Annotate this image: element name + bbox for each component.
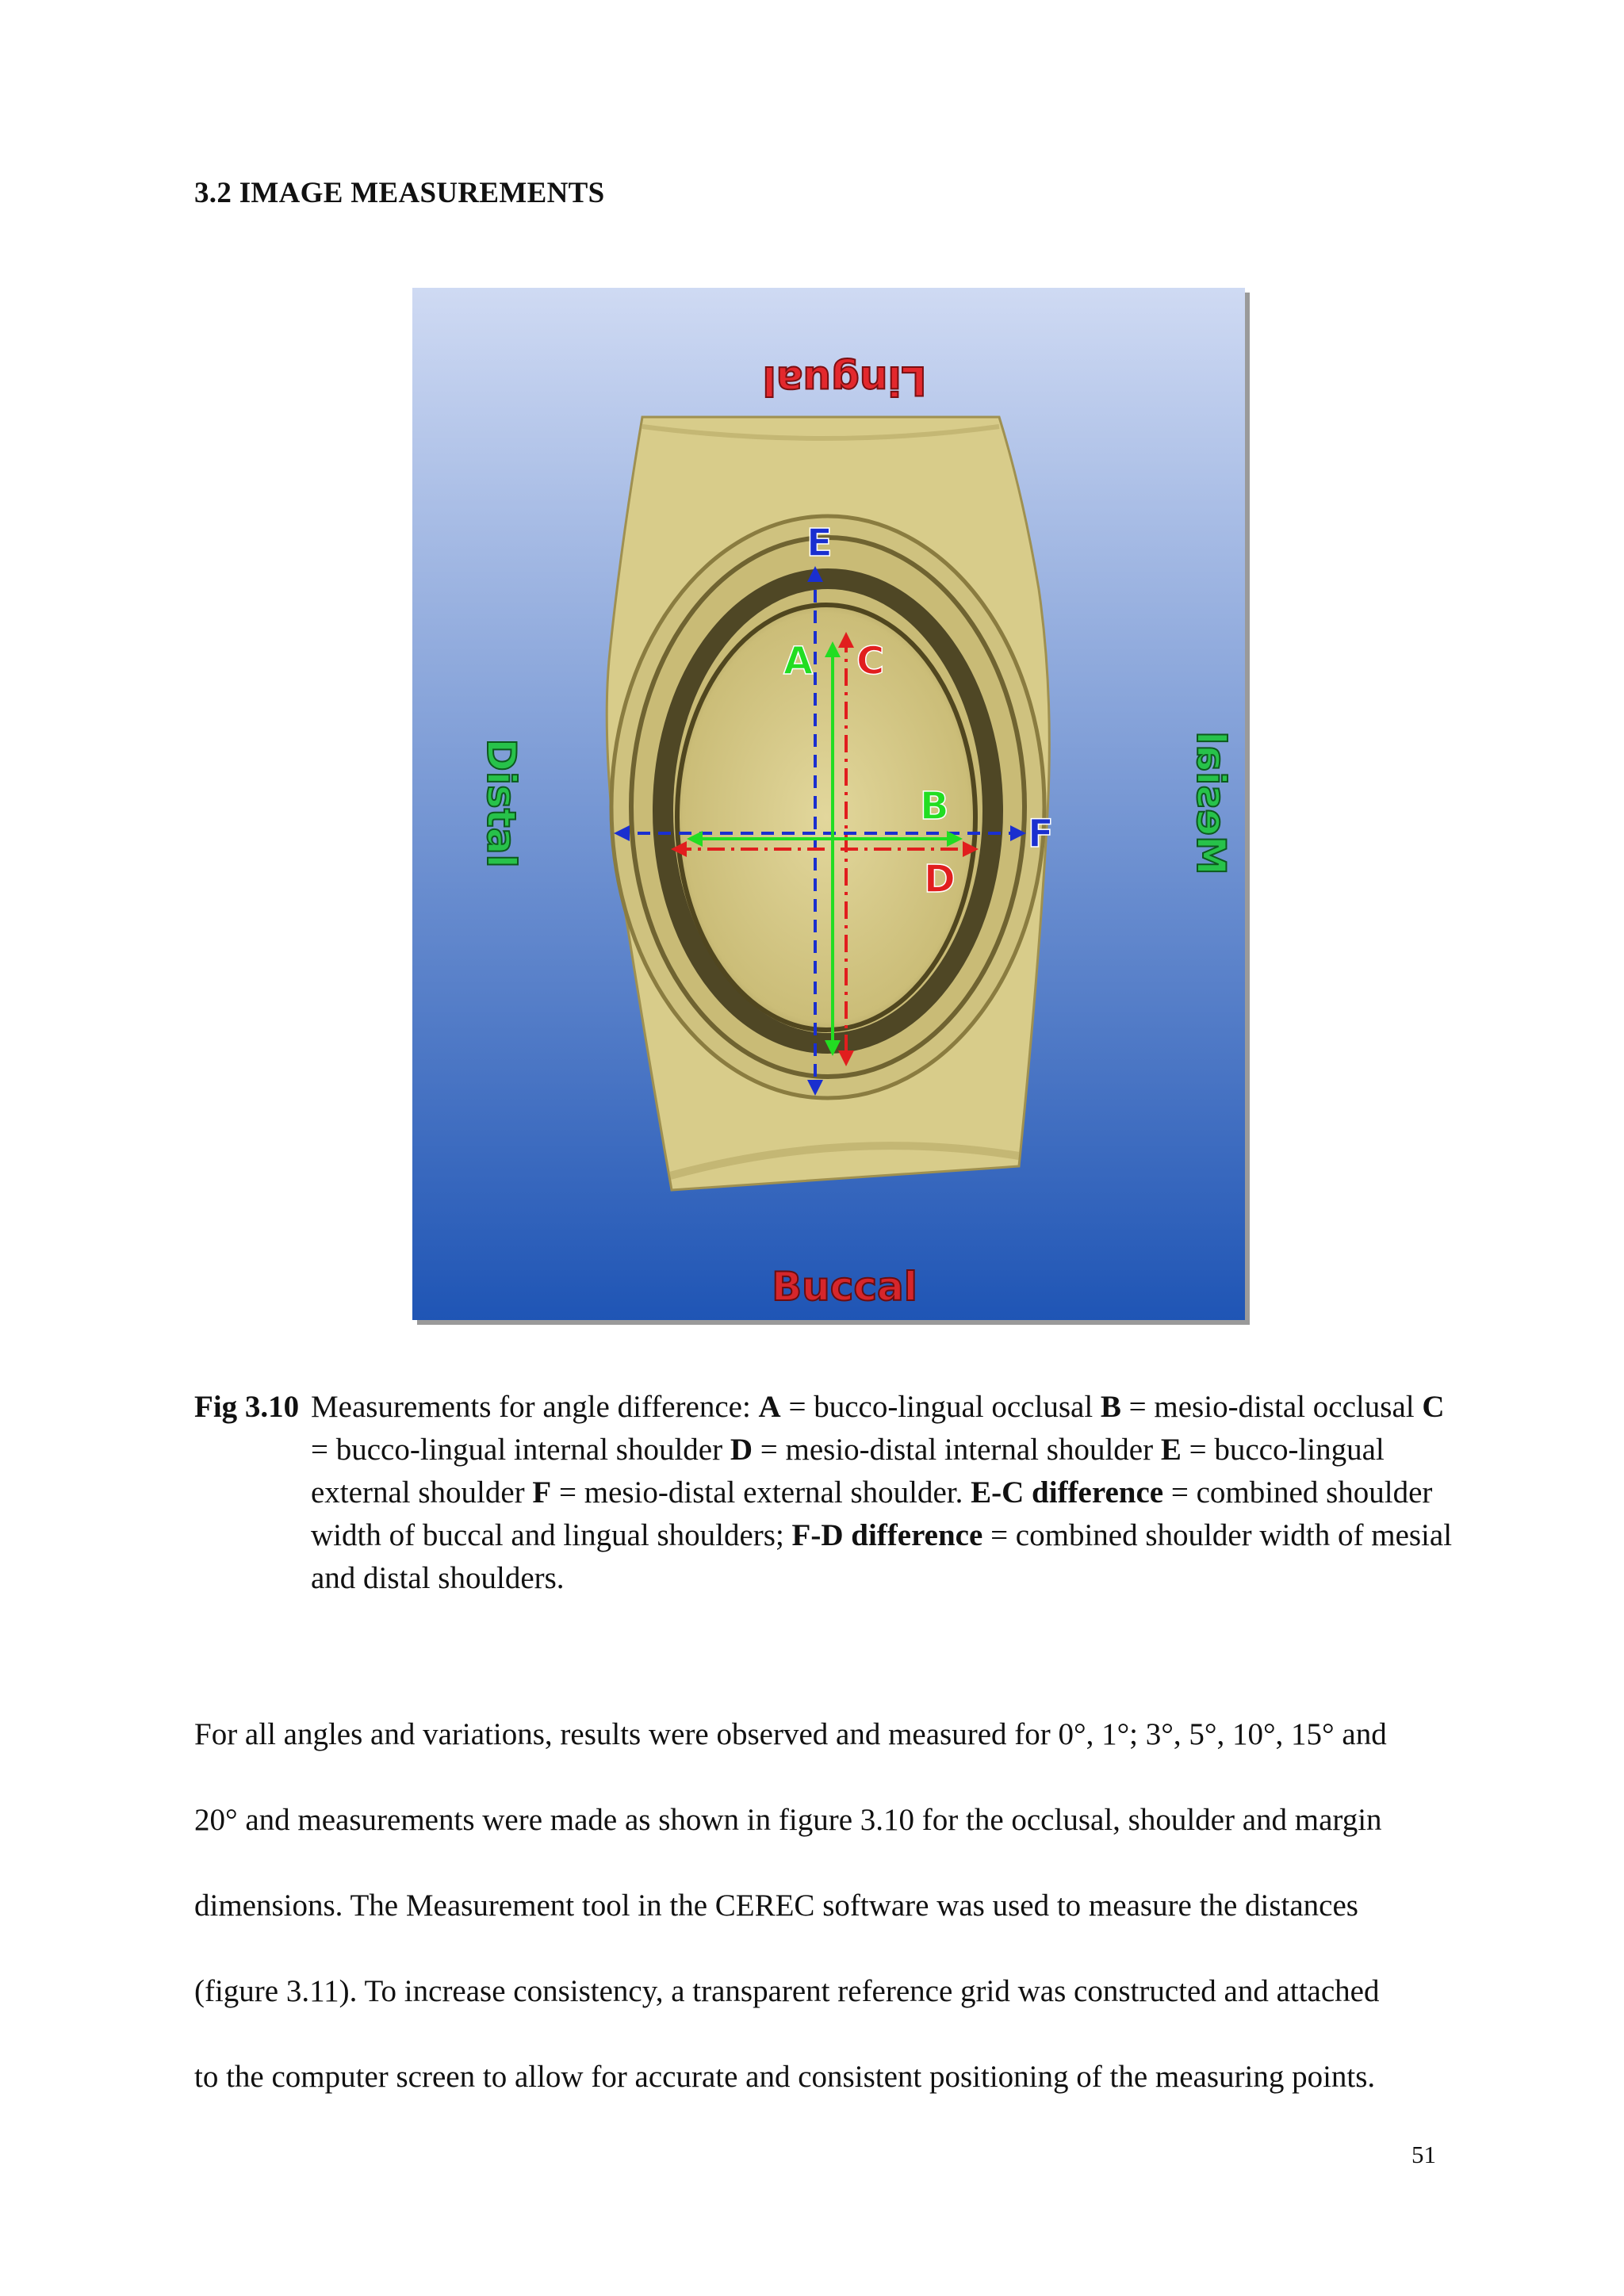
caption-part: B <box>1100 1390 1121 1424</box>
paragraph-line: (figure 3.11). To increase consistency, a transparent reference grid was constructed and attached <box>194 1974 1380 2008</box>
paragraph-line: For all angles and variations, results were observed and measured for 0°, 1°; 3°, 5°, 10°, 15° and <box>194 1717 1387 1751</box>
caption-part: = bucco-lingual occlusal <box>780 1390 1101 1424</box>
measurement-diagram <box>412 288 1251 1326</box>
paragraph-line: to the computer screen to allow for accurate and consistent positioning of the measuring points. <box>194 2060 1376 2094</box>
caption-label: Fig 3.10 <box>194 1390 300 1424</box>
page-number: 51 <box>1411 2141 1436 2168</box>
label-lingual: Lingual <box>762 358 927 404</box>
caption-part: = bucco-lingual internal shoulder <box>311 1433 730 1467</box>
label-distal: Distal <box>478 738 524 868</box>
label-buccal: Buccal <box>772 1264 917 1310</box>
caption-part: = mesio-distal occlusal <box>1120 1390 1423 1424</box>
paragraph-line: dimensions. The Measurement tool in the CEREC software was used to measure the distances <box>194 1888 1358 1923</box>
caption-part: F-D difference <box>791 1518 983 1552</box>
label-c: C <box>856 639 885 683</box>
caption-text <box>311 1386 1463 1600</box>
label-mesial: Mesial <box>1188 731 1234 875</box>
caption-part: Measurements for angle difference: <box>311 1390 759 1424</box>
caption-part: E <box>1160 1433 1182 1467</box>
paragraph-line: 20° and measurements were made as shown in figure 3.10 for the occlusal, shoulder and margin <box>194 1803 1382 1837</box>
label-f: F <box>1028 812 1054 856</box>
caption-part: C <box>1422 1390 1445 1424</box>
body-paragraph <box>194 1697 1463 2125</box>
caption-part: = mesio-distal external shoulder. <box>551 1475 971 1510</box>
caption-part: A <box>758 1390 781 1424</box>
caption-part: F <box>532 1475 552 1510</box>
caption-part: = combined shoulder width of mesial and distal shoulders. <box>311 1518 1453 1595</box>
caption-part: E-C difference <box>971 1475 1164 1510</box>
figure-caption <box>194 1386 1463 1600</box>
section-heading: 3.2 IMAGE MEASUREMENTS <box>194 177 605 209</box>
caption-part: = mesio-distal internal shoulder <box>753 1433 1161 1467</box>
caption-part: = bucco-lingual external shoulder <box>311 1433 1385 1510</box>
label-d: D <box>924 857 956 901</box>
label-b: B <box>920 784 949 828</box>
label-a: A <box>783 639 814 683</box>
figure-3-10 <box>412 288 1251 1326</box>
label-e: E <box>806 521 833 565</box>
caption-part: = combined shoulder width of buccal and lingual shoulders; <box>311 1475 1433 1552</box>
caption-part: D <box>730 1433 753 1467</box>
